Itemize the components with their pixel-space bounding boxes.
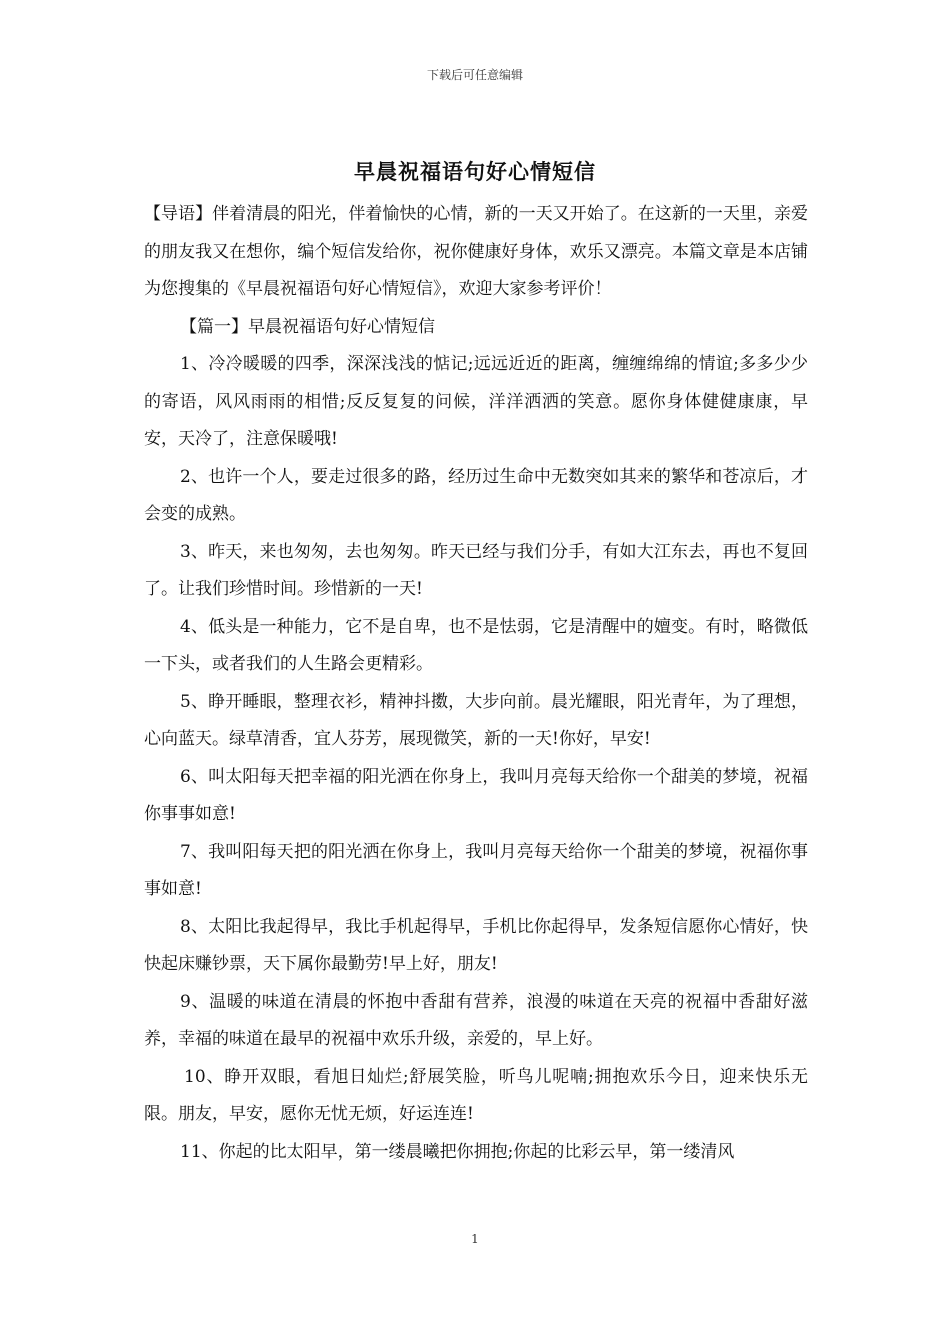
- document-title: 早晨祝福语句好心情短信: [354, 159, 596, 184]
- list-item: 6、叫太阳每天把幸福的阳光洒在你身上，我叫月亮每天给你一个甜美的梦境，祝福你事事如意!: [144, 766, 808, 824]
- list-item: 7、我叫阳每天把的阳光洒在你身上，我叫月亮每天给你一个甜美的梦境，祝福你事事如意!: [144, 841, 808, 899]
- document-body: [144, 196, 808, 1171]
- intro-paragraph: 【导语】伴着清晨的阳光，伴着愉快的心情，新的一天又开始了。在这新的一天里，亲爱的朋友我又在想你，编个短信发给你，祝你健康好身体，欢乐又漂亮。本篇文章是本店铺为您搜集的《早晨祝福语句好心情短信》，欢迎大家参考评价！: [144, 204, 808, 299]
- list-item: 11、你起的比太阳早，第一缕晨曦把你拥抱;你起的比彩云早，第一缕清风: [180, 1141, 735, 1162]
- list-item: 9、温暖的味道在清晨的怀抱中香甜有营养，浪漫的味道在天亮的祝福中香甜好滋养，幸福的味道在最早的祝福中欢乐升级，亲爱的，早上好。: [144, 991, 808, 1049]
- list-item: 5、睁开睡眼，整理衣衫，精神抖擞，大步向前。晨光耀眼，阳光青年，为了理想，心向蓝天。绿草清香，宜人芬芳，展现微笑，新的一天!你好，早安!: [144, 691, 808, 749]
- list-item: 10、睁开双眼，看旭日灿烂;舒展笑脸，听鸟儿呢喃;拥抱欢乐今日，迎来快乐无限。朋友，早安，愿你无忧无烦，好运连连!: [144, 1066, 808, 1124]
- header-note: 下载后可任意编辑: [426, 68, 523, 82]
- list-item: 1、冷冷暖暖的四季，深深浅浅的惦记;远远近近的距离，缠缠绵绵的情谊;多多少少的寄语，风风雨雨的相惜;反反复复的问候，洋洋洒洒的笑意。愿你身体健健康康，早安，天冷了，注意保暖哦!: [144, 354, 808, 449]
- list-item: 8、太阳比我起得早，我比手机起得早，手机比你起得早，发条短信愿你心情好，快快起床赚钞票，天下属你最勤劳!早上好，朋友!: [144, 916, 808, 974]
- list-item: 2、也许一个人，要走过很多的路，经历过生命中无数突如其来的繁华和苍凉后，才会变的成熟。: [144, 466, 808, 524]
- list-item: 3、昨天，来也匆匆，去也匆匆。昨天已经与我们分手，有如大江东去，再也不复回了。让我们珍惜时间。珍惜新的一天!: [144, 541, 808, 599]
- page-number: 1: [471, 1232, 479, 1246]
- list-item: 4、低头是一种能力，它不是自卑，也不是怯弱，它是清醒中的嬗变。有时，略微低一下头，或者我们的人生路会更精彩。: [144, 616, 808, 674]
- section-heading: 【篇一】早晨祝福语句好心情短信: [180, 316, 435, 337]
